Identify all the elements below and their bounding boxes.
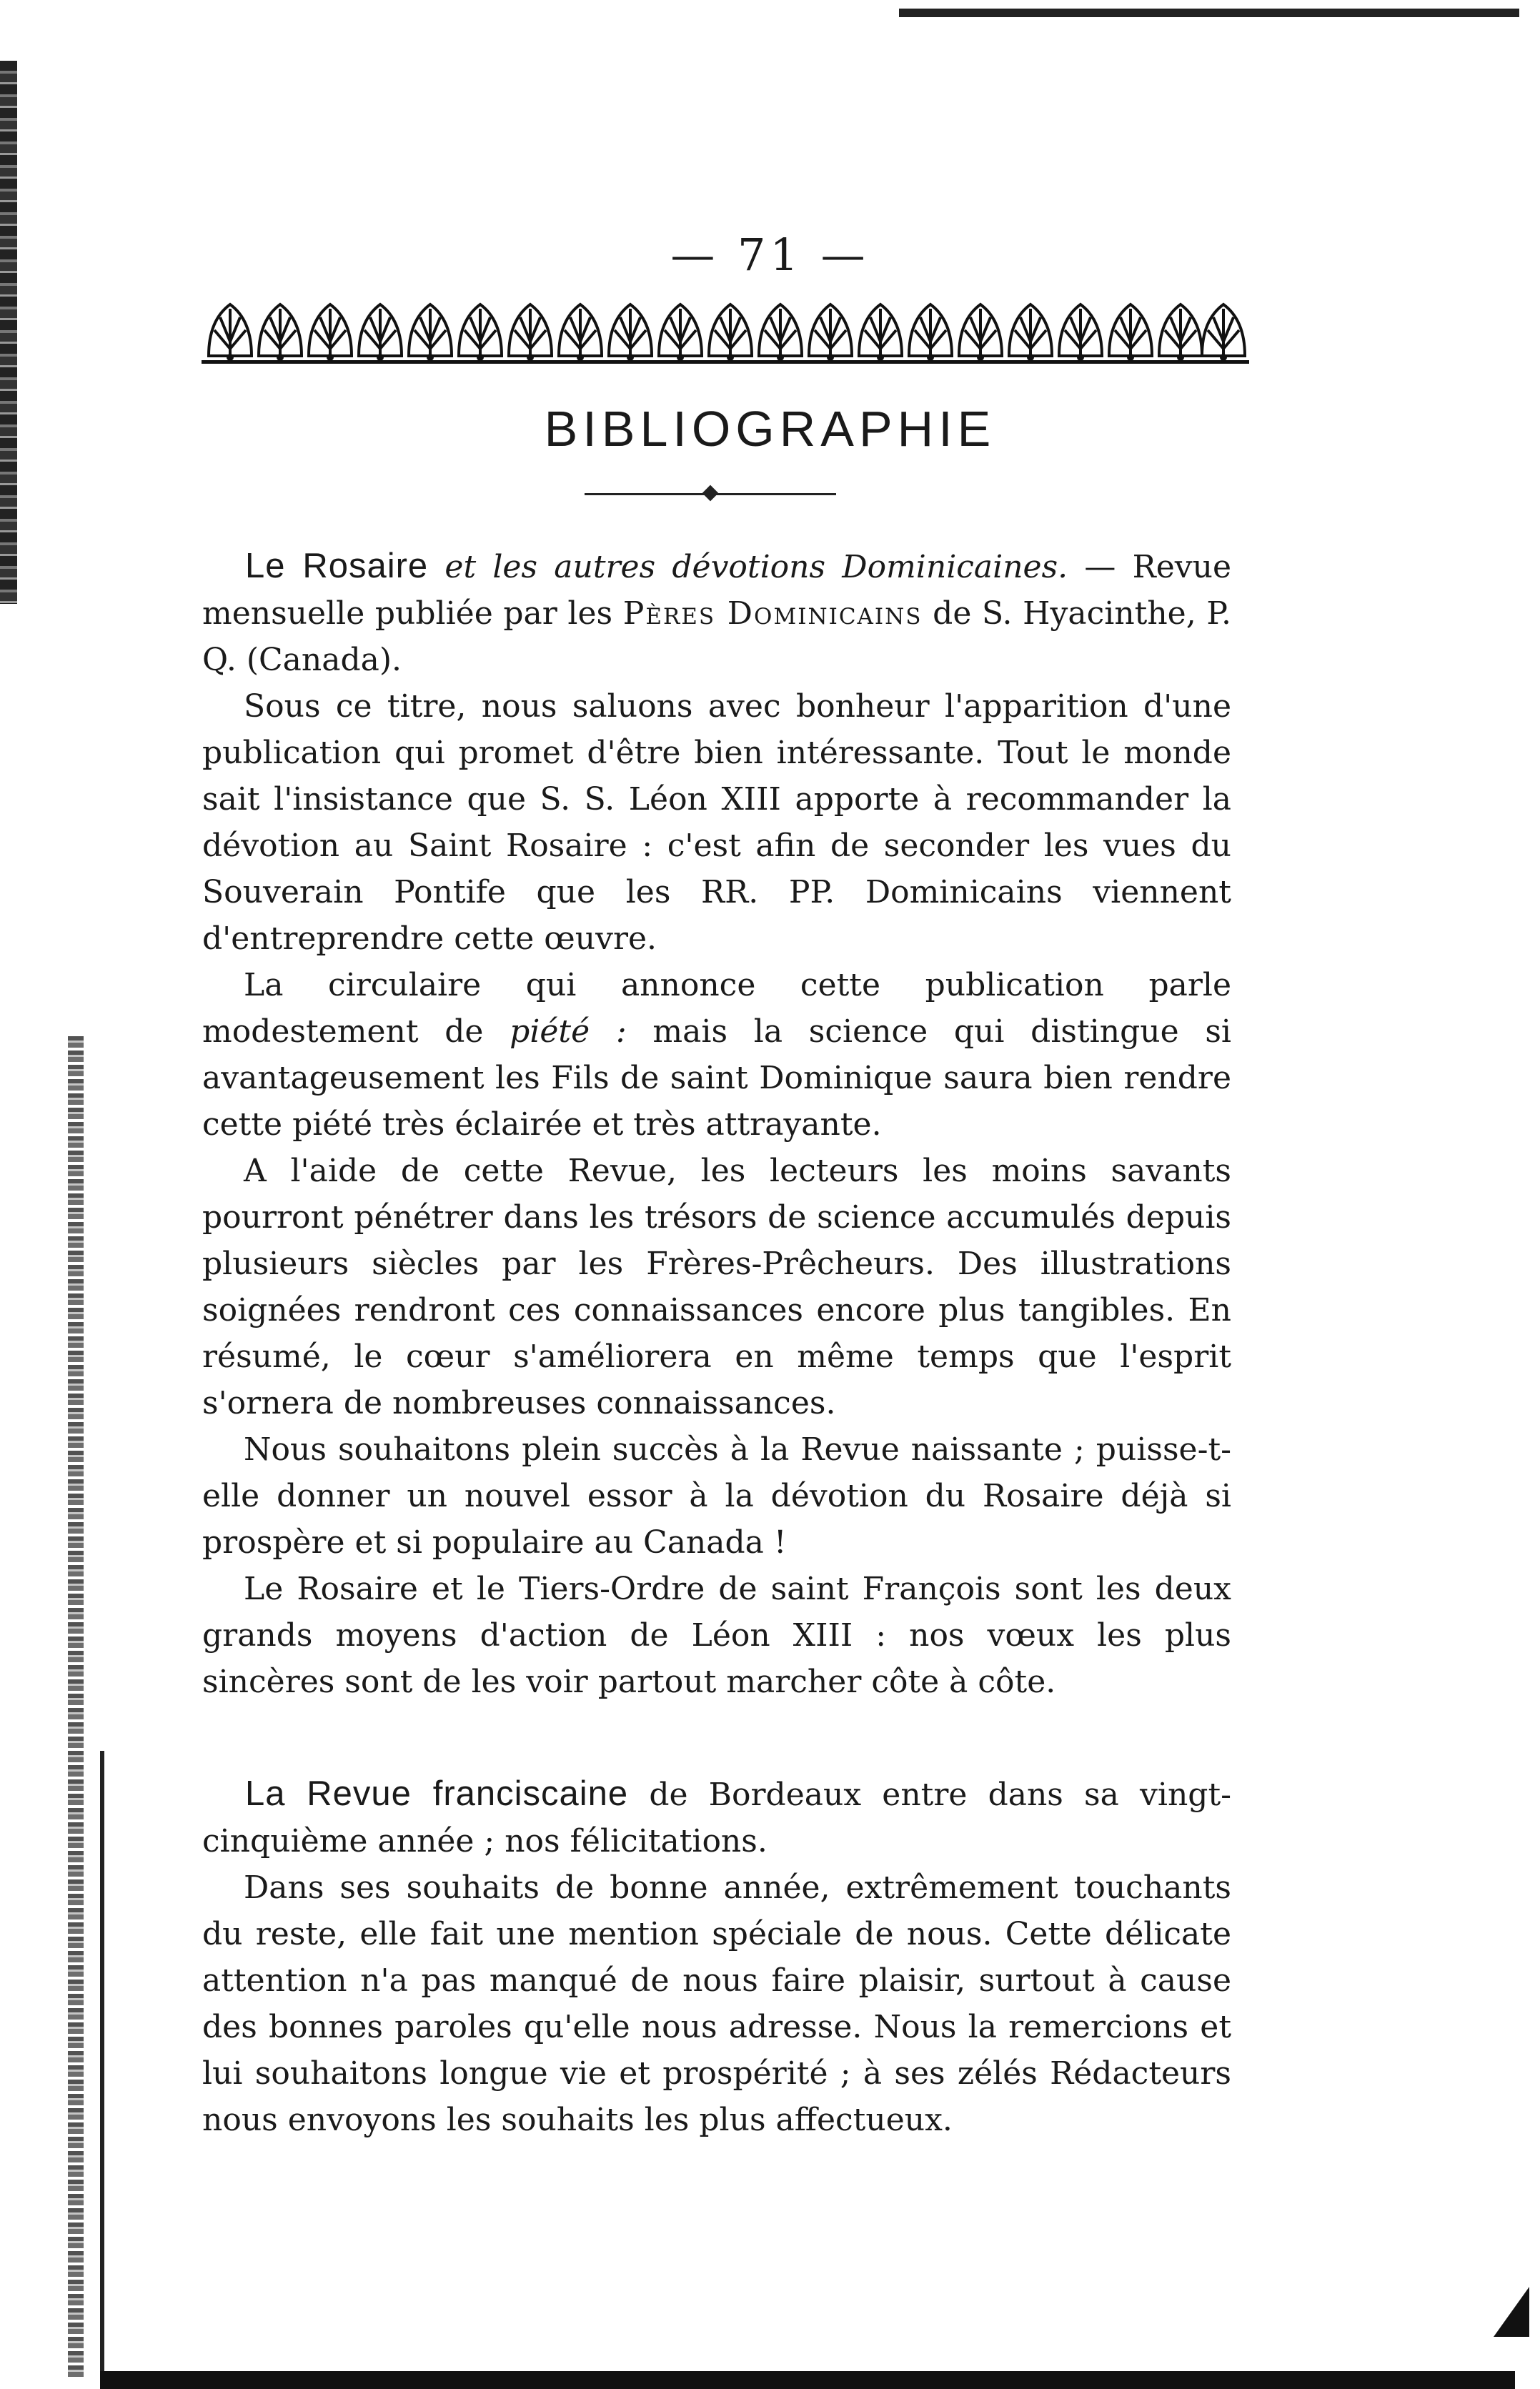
review-title: La Revue franciscaine: [245, 1774, 629, 1813]
section-heading: BIBLIOGRAPHIE: [544, 401, 996, 457]
paragraph: Dans ses souhaits de bonne année, extrêmement touchants du reste, elle fait une mention spéciale de nous. Cette délicate attention n'a pas manqué de nous faire plaisir, surtout à cause des bonnes paroles qu'elle nous adresse. Nous la remercions et lui souhaitons longue vie et prospérité ; à ses zélés Rédacteurs nous envoyons les souhaits les plus affectueux.: [202, 1869, 1231, 2138]
inner-page-edge: [100, 1751, 104, 2373]
paragraph: Sous ce titre, nous saluons avec bonheur l'apparition d'une publication qui promet d'être bien intéressante. Tout le monde sait l'insistance que S. S. Léon XIII apporte à recommander la dévotion au Saint Rosaire : c'est afin de seconder les vues du Souverain Pontife que les RR. PP. Dominicains viennent d'entreprendre cette œuvre.: [202, 688, 1231, 957]
emphasis-piety: piété :: [510, 1013, 627, 1050]
review-intro: [202, 1771, 1231, 1864]
review-rosaire: [202, 543, 1231, 1705]
publisher-name: Pères Dominicains: [622, 595, 923, 632]
intro-text-1: — Revue mensuelle publiée par les: [202, 549, 1231, 632]
review-franciscaine: [202, 1771, 1231, 2143]
review-subtitle: et les autres dévotions Dominicaines.: [444, 549, 1068, 585]
paragraph: Le Rosaire et le Tiers-Ordre de saint François sont les deux grands moyens d'action de Léon XIII : nos vœux les plus sincères sont de les voir partout marcher côte à côte.: [202, 1571, 1231, 1700]
binding-noise: [68, 1036, 84, 2380]
corner-mark: [1494, 2287, 1529, 2337]
intro-text-2: de S. Hyacinthe, P. Q. (Canada).: [202, 595, 1231, 678]
paragraph: A l'aide de cette Revue, les lecteurs les moins savants pourront pénétrer dans les trésors de science accumulés depuis plusieurs siècles par les Frères-Prêcheurs. Des illustrations soignées rendront ces connaissances encore plus tangibles. En résumé, le cœur s'améliorera en même temps que l'esprit s'ornera de nombreuses connaissances.: [202, 1153, 1231, 1421]
review-title: Le Rosaire: [245, 547, 429, 585]
binding-edge: [0, 61, 17, 604]
intro-text: de Bordeaux entre dans sa vingt-cinquième année ; nos félicitations.: [202, 1777, 1231, 1859]
heading-rule-diamond: [702, 485, 719, 502]
paragraph-piety: La circulaire qui annonce cette publication parle modestement de piété : mais la science qui distingue si avantageusement les Fils de saint Dominique saura bien rendre cette piété très éclairée et très attrayante.: [202, 967, 1231, 1143]
bottom-rule: [100, 2371, 1515, 2389]
page-number: — 71 —: [670, 229, 870, 281]
ornament-band: [202, 299, 1249, 364]
review-intro: [202, 543, 1231, 683]
top-rule: [899, 9, 1519, 17]
paragraph: Nous souhaitons plein succès à la Revue naissante ; puisse-t-elle donner un nouvel essor à la dévotion du Rosaire déjà si prospère et si populaire au Canada !: [202, 1431, 1231, 1561]
